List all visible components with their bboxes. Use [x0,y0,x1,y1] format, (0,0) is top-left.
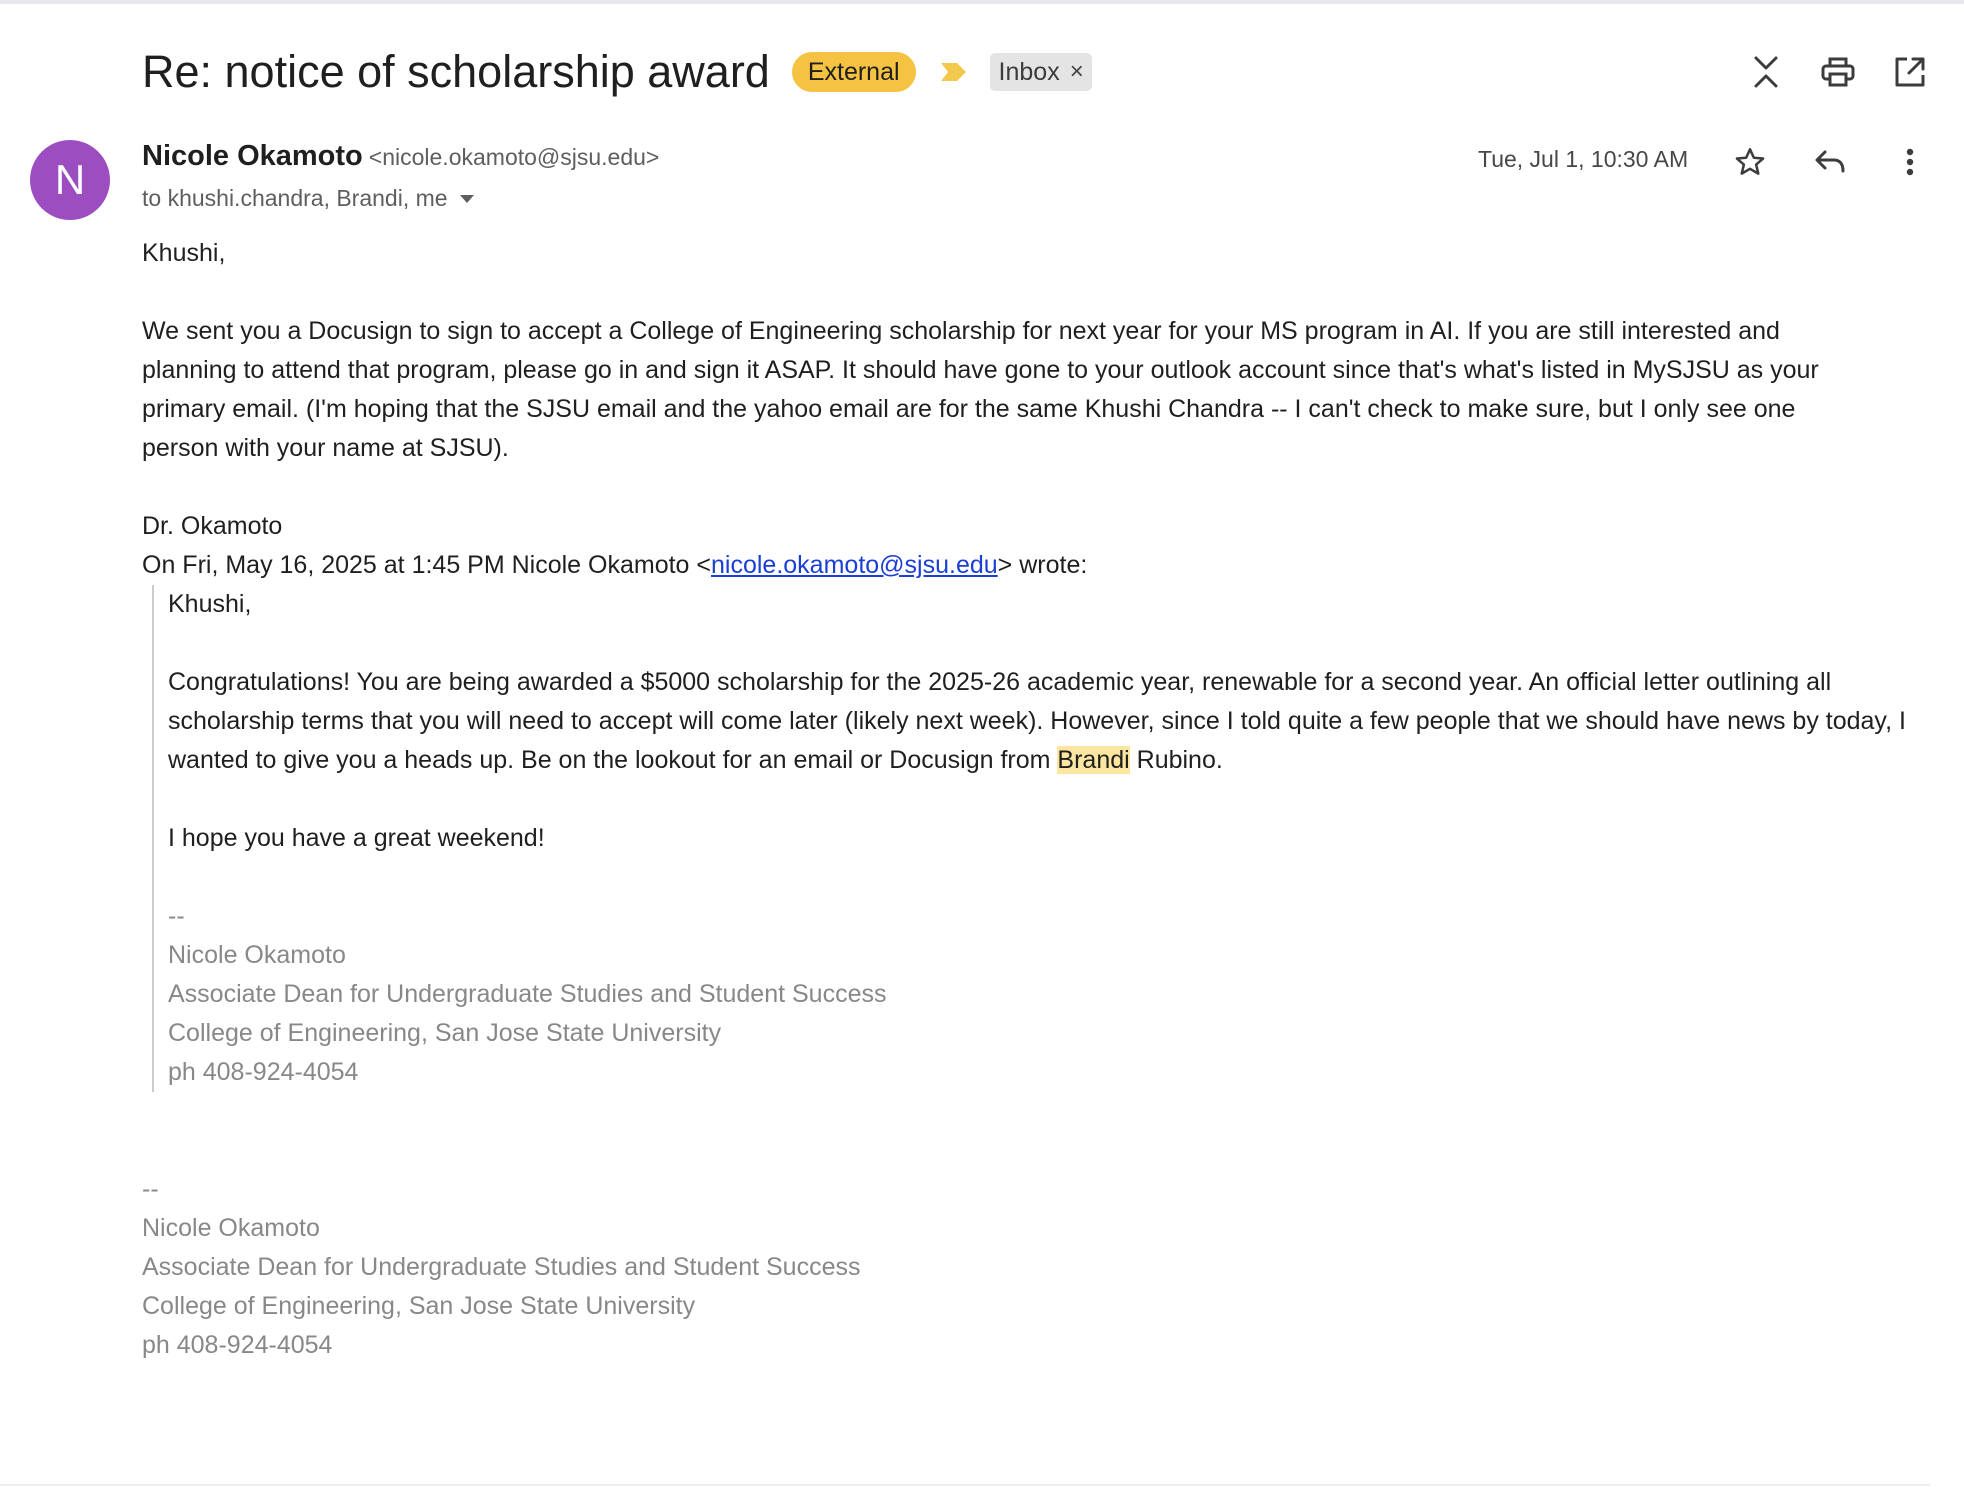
quoted-signature-title: Associate Dean for Undergraduate Studies and Student Success [168,980,887,1008]
recipients-line [142,185,474,212]
quote-header [142,546,1922,585]
importance-marker-icon[interactable] [940,61,968,83]
recipients-text: to khushi.chandra, Brandi, me [142,185,448,211]
quoted-signature [168,897,1922,1092]
inbox-label [990,53,1092,91]
remove-label-button[interactable]: × [1069,58,1084,85]
sender-line [142,140,659,173]
email-subject: Re: notice of scholarship award [142,46,770,97]
quoted-sender-email-link[interactable]: nicole.okamoto@sjsu.edu [711,551,998,579]
signature-title: Associate Dean for Undergraduate Studies and Student Success [142,1253,861,1281]
signature [142,1170,1922,1365]
signature-phone: ph 408-924-4054 [142,1331,333,1359]
more-vert-icon[interactable] [1888,140,1932,184]
quoted-signature-name: Nicole Okamoto [168,941,346,969]
quoted-message [152,585,1922,1092]
top-divider [0,0,1964,4]
star-icon[interactable] [1728,140,1772,184]
collapse-all-icon[interactable] [1744,50,1788,94]
quoted-signature-org: College of Engineering, San Jose State University [168,1019,722,1047]
quote-header-prefix: On Fri, May 16, 2025 at 1:45 PM Nicole Okamoto < [142,551,712,579]
quote-header-suffix: > wrote: [997,551,1088,579]
search-highlight: Brandi [1057,746,1130,774]
quoted-signature-separator: -- [168,902,185,930]
body-paragraph: We sent you a Docusign to sign to accept a College of Engineering scholarship for next year for your MS program in AI. If you are still interested and planning to attend that program, please go in and sign it ASAP. It should have gone to your outlook account since that's what's listed in MySJSU as your primary email. (I'm hoping that the SJSU email and the yahoo email are for the same Khushi Chandra -- I can't check to make sure, but I only see one person with your name at SJSU). [142,317,1819,462]
reply-icon[interactable] [1808,140,1852,184]
signature-separator: -- [142,1175,159,1203]
chevron-down-icon[interactable] [460,195,474,203]
quoted-paragraph-text: Congratulations! You are being awarded a $5000 scholarship for the 2025-26 academic year, renewable for a second year. An official letter outlining all scholarship terms that you will need to accept will come later (likely next week). However, since I told quite a few people that we should have news by today, I wanted to give you a heads up. Be on the lookout for an email or Docusign from [168,668,1906,774]
open-in-new-window-icon[interactable] [1888,50,1932,94]
quoted-paragraph [168,663,1922,780]
quoted-closing: I hope you have a great weekend! [168,824,545,852]
inbox-label-text: Inbox [998,58,1060,86]
quoted-signature-phone: ph 408-924-4054 [168,1058,359,1086]
message-body [142,234,1922,1365]
external-label: External [792,52,916,92]
signoff: Dr. Okamoto [142,512,283,540]
greeting: Khushi, [142,239,226,267]
signature-name: Nicole Okamoto [142,1214,320,1242]
bottom-divider [0,1484,1930,1486]
avatar[interactable]: N [30,140,110,220]
signature-org: College of Engineering, San Jose State University [142,1292,696,1320]
quoted-paragraph-end: Rubino. [1129,746,1223,774]
email-timestamp: Tue, Jul 1, 10:30 AM [1478,146,1689,172]
sender-name[interactable]: Nicole Okamoto [142,140,363,172]
quoted-greeting: Khushi, [168,590,252,618]
print-icon[interactable] [1816,50,1860,94]
sender-email: <nicole.okamoto@sjsu.edu> [368,144,660,170]
subject-row [142,44,1092,100]
